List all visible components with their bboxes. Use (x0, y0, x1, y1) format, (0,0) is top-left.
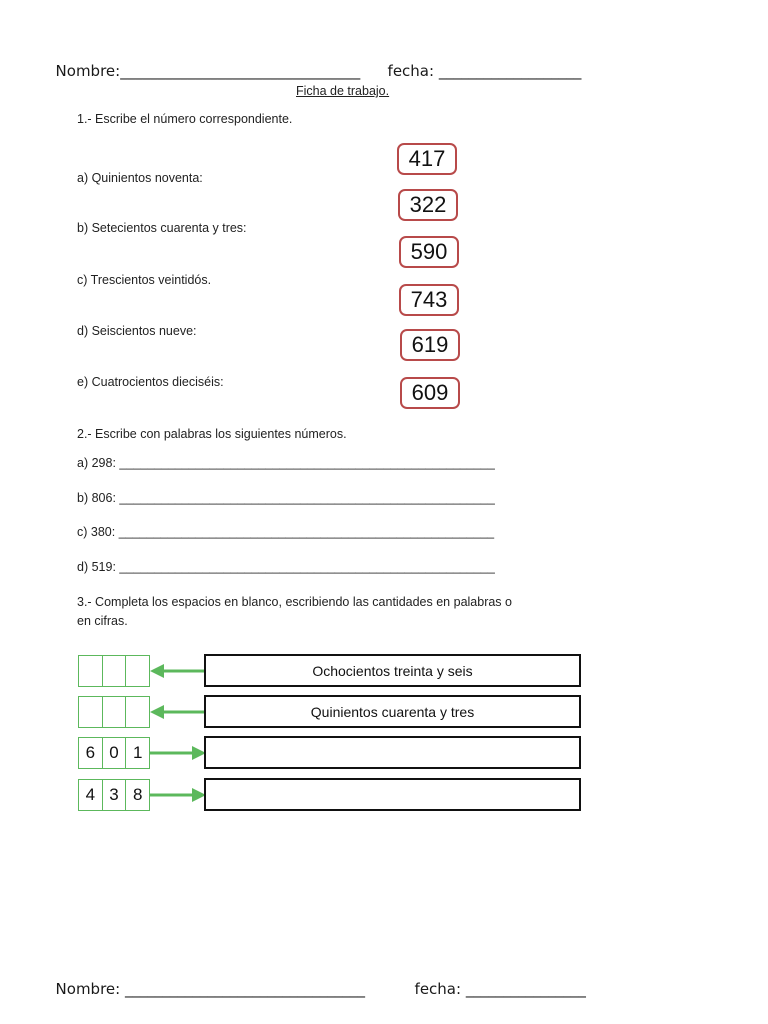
digit-cell: 0 (103, 738, 127, 768)
words-box[interactable] (204, 736, 581, 769)
number-box: 743 (399, 284, 459, 316)
exercise2-label: d) 519: (77, 560, 116, 574)
words-box[interactable] (204, 778, 581, 811)
exercise1-item: b) Setecientos cuarenta y tres: (77, 221, 247, 235)
name-label: Nombre: (55, 980, 121, 998)
arrow-left-icon (150, 703, 206, 721)
exercise2-item (77, 525, 494, 539)
exercise1-item: d) Seiscientos nueve: (77, 324, 197, 338)
exercise2-label: c) 380: (77, 525, 116, 539)
number-box: 590 (399, 236, 459, 268)
name-blank[interactable]: ________________________________ (120, 62, 361, 80)
number-box: 619 (400, 329, 460, 361)
exercise2-item (77, 491, 495, 505)
exercise2-heading: 2.- Escribe con palabras los siguientes números. (77, 427, 347, 441)
footer-date (405, 962, 586, 998)
date-blank[interactable]: ________________ (465, 980, 586, 998)
name-blank[interactable]: ________________________________ (124, 980, 365, 998)
digit-cell[interactable] (126, 656, 149, 686)
arrow-right-icon (150, 786, 206, 804)
date-label: fecha: (387, 62, 435, 80)
answer-blank[interactable]: ______________________________________________________ (119, 456, 495, 470)
worksheet-title: Ficha de trabajo. (296, 84, 390, 98)
digit-cell: 4 (79, 780, 103, 810)
date-blank[interactable]: ___________________ (438, 62, 582, 80)
digit-cell: 1 (132, 743, 143, 762)
digit-boxes (78, 737, 150, 769)
exercise3-heading: 3.- Completa los espacios en blanco, escribiendo las cantidades en palabras o (77, 595, 512, 609)
digit-cell[interactable] (79, 656, 103, 686)
answer-blank[interactable]: ______________________________________________________ (118, 525, 495, 539)
arrow-left-icon (150, 662, 206, 680)
number-box: 322 (398, 189, 458, 221)
answer-blank[interactable]: ______________________________________________________ (119, 491, 495, 505)
digit-boxes (78, 779, 150, 811)
header-date (378, 44, 581, 80)
footer (46, 962, 365, 998)
digit-cell[interactable] (103, 697, 127, 727)
words-box[interactable]: Ochocientos treinta y seis (204, 654, 581, 687)
exercise2-label: b) 806: (77, 491, 116, 505)
answer-blank[interactable]: ______________________________________________________ (119, 560, 495, 574)
digit-cell[interactable] (126, 697, 149, 727)
name-label: Nombre: (55, 62, 121, 80)
exercise1-item: e) Cuatrocientos dieciséis: (77, 375, 224, 389)
words-box[interactable]: Quinientos cuarenta y tres (204, 695, 581, 728)
exercise2-label: a) 298: (77, 456, 116, 470)
arrow-right-icon (150, 744, 206, 762)
digit-cell: 8 (132, 785, 143, 804)
digit-cell[interactable] (103, 656, 127, 686)
digit-cell: 3 (103, 780, 127, 810)
exercise3-heading-cont: en cifras. (77, 614, 128, 628)
exercise1-item: a) Quinientos noventa: (77, 171, 203, 185)
exercise2-item (77, 456, 495, 470)
date-label: fecha: (414, 980, 462, 998)
digit-boxes[interactable] (78, 655, 150, 687)
digit-cell: 6 (79, 738, 103, 768)
header (46, 44, 360, 80)
number-box: 609 (400, 377, 460, 409)
exercise1-item: c) Trescientos veintidós. (77, 273, 212, 287)
digit-boxes[interactable] (78, 696, 150, 728)
number-box: 417 (397, 143, 457, 175)
exercise1-heading: 1.- Escribe el número correspondiente. (77, 112, 293, 126)
exercise2-item (77, 560, 495, 574)
digit-cell[interactable] (79, 697, 103, 727)
